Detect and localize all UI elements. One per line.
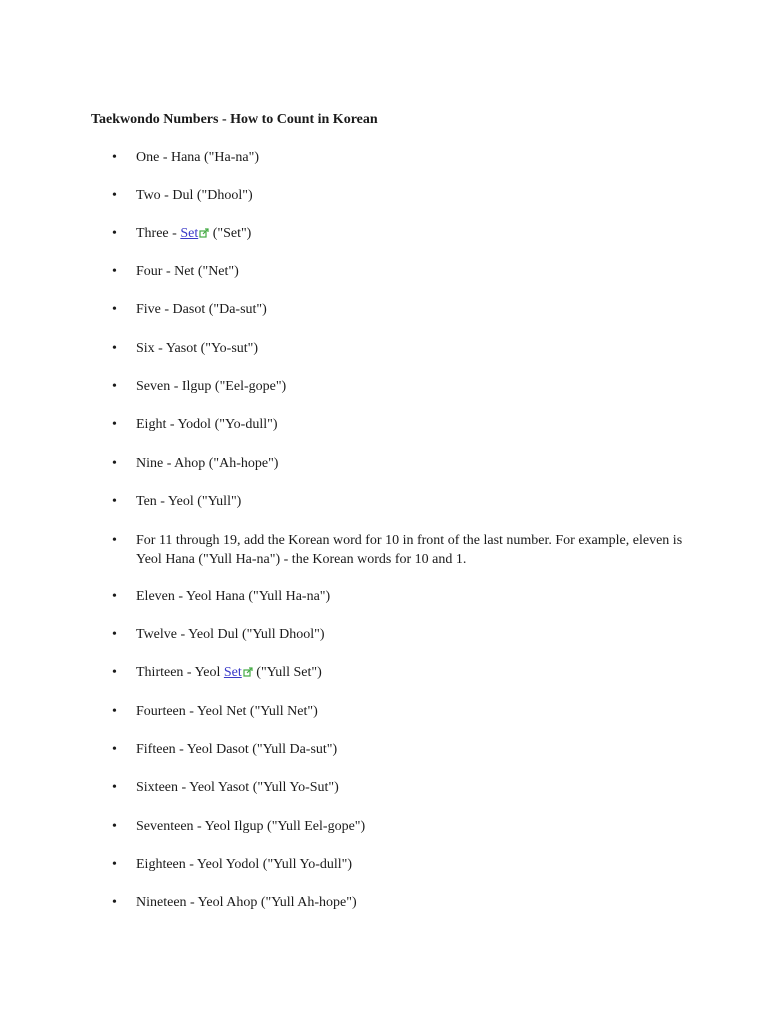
list-item bbox=[112, 663, 696, 682]
item-text: Twelve - Yeol Dul ("Yull Dhool") bbox=[136, 627, 325, 642]
bullet: • bbox=[112, 379, 117, 394]
bullet: • bbox=[112, 665, 117, 680]
bullet: • bbox=[112, 494, 117, 509]
item-text: Six - Yasot ("Yo-sut") bbox=[136, 341, 259, 356]
list-item bbox=[112, 587, 696, 606]
bullet: • bbox=[112, 780, 117, 795]
bullet: • bbox=[112, 589, 117, 604]
bullet: • bbox=[112, 857, 117, 872]
item-text: Thirteen - Yeol bbox=[136, 665, 224, 680]
list-item bbox=[112, 855, 696, 874]
item-text: Ten - Yeol ("Yull") bbox=[136, 494, 242, 509]
item-text: Four - Net ("Net") bbox=[136, 264, 239, 279]
item-text: Eighteen - Yeol Yodol ("Yull Yo-dull") bbox=[136, 857, 353, 872]
bullet: • bbox=[112, 226, 117, 241]
list-item bbox=[112, 148, 696, 167]
item-text: Nine - Ahop ("Ah-hope") bbox=[136, 456, 279, 471]
item-text: Eleven - Yeol Hana ("Yull Ha-na") bbox=[136, 589, 331, 604]
item-text: Fourteen - Yeol Net ("Yull Net") bbox=[136, 704, 318, 719]
bullet: • bbox=[112, 895, 117, 910]
item-text-suffix: ("Yull Set") bbox=[252, 665, 322, 680]
list-item bbox=[112, 893, 696, 912]
bullet: • bbox=[112, 341, 117, 356]
list-item bbox=[112, 817, 696, 836]
list-item bbox=[112, 740, 696, 759]
bullet: • bbox=[112, 704, 117, 719]
bullet: • bbox=[112, 188, 117, 203]
item-text: For 11 through 19, add the Korean word for 10 in front of the last number. For example, eleven is Yeol Hana ("Yull Ha-na") - the Korean words for 10 and 1. bbox=[136, 533, 683, 567]
bullet: • bbox=[112, 533, 117, 548]
item-text: Seven - Ilgup ("Eel-gope") bbox=[136, 379, 287, 394]
bullet: • bbox=[112, 264, 117, 279]
bullet: • bbox=[112, 150, 117, 165]
item-text: Two - Dul ("Dhool") bbox=[136, 188, 253, 203]
list-item bbox=[112, 300, 696, 319]
list-item bbox=[112, 186, 696, 205]
list-item bbox=[112, 224, 696, 243]
item-text-suffix: ("Set") bbox=[209, 226, 252, 241]
list-item bbox=[112, 625, 696, 644]
list-item bbox=[112, 262, 696, 281]
list-item bbox=[112, 454, 696, 473]
item-text: Five - Dasot ("Da-sut") bbox=[136, 302, 267, 317]
bullet: • bbox=[112, 627, 117, 642]
list-item bbox=[112, 377, 696, 396]
item-text: One - Hana ("Ha-na") bbox=[136, 150, 259, 165]
item-text: Three - bbox=[136, 226, 181, 241]
list-item bbox=[112, 492, 696, 511]
list-item bbox=[112, 531, 696, 569]
list-item bbox=[112, 702, 696, 721]
bullet: • bbox=[112, 417, 117, 432]
item-text: Sixteen - Yeol Yasot ("Yull Yo-Sut") bbox=[136, 780, 339, 795]
list-item bbox=[112, 339, 696, 358]
item-text: Nineteen - Yeol Ahop ("Yull Ah-hope") bbox=[136, 895, 357, 910]
item-text: Seventeen - Yeol Ilgup ("Yull Eel-gope") bbox=[136, 819, 366, 834]
page-title: Taekwondo Numbers - How to Count in Korean bbox=[91, 112, 378, 127]
external-link-icon[interactable] bbox=[199, 228, 209, 238]
bullet: • bbox=[112, 456, 117, 471]
bullet: • bbox=[112, 742, 117, 757]
item-text: Fifteen - Yeol Dasot ("Yull Da-sut") bbox=[136, 742, 338, 757]
item-text: Eight - Yodol ("Yo-dull") bbox=[136, 417, 278, 432]
list-item bbox=[112, 778, 696, 797]
bullet: • bbox=[112, 302, 117, 317]
set-link[interactable]: Set bbox=[180, 226, 199, 241]
set-link[interactable]: Set bbox=[223, 665, 242, 680]
bullet: • bbox=[112, 819, 117, 834]
external-link-icon[interactable] bbox=[243, 667, 253, 677]
list-item bbox=[112, 415, 696, 434]
